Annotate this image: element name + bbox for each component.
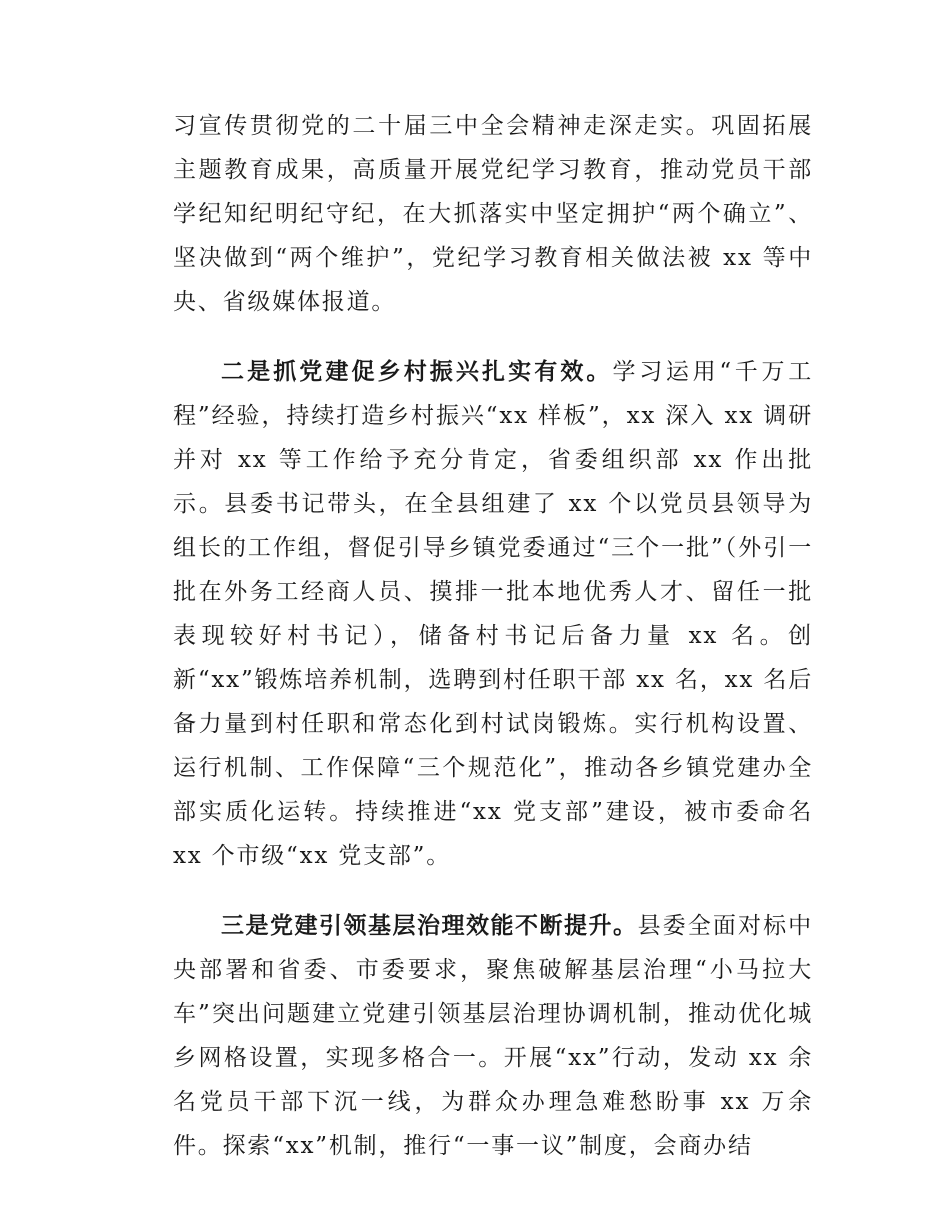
document-page <box>173 104 813 1168</box>
paragraph-heading: 二是抓党建促乡村振兴扎实有效。 <box>221 359 613 385</box>
paragraph-text: 习宣传贯彻党的二十届三中全会精神走深走实。巩固拓展主题教育成果，高质量开展党纪学习教育，推动党员干部学纪知纪明纪守纪，在大抓落实中坚定拥护“两个确立”、坚决做到“两个维护”，党纪学习教育相关做法被 xx 等中央、省级媒体报道。 <box>173 113 813 315</box>
paragraph-rural-revitalization <box>173 350 813 878</box>
paragraph-continuation <box>173 104 813 324</box>
paragraph-grassroots-governance <box>173 904 813 1168</box>
paragraph-text: 县委全面对标中央部署和省委、市委要求，聚焦破解基层治理“小马拉大车”突出问题建立党建引领基层治理协调机制，推动优化城乡网格设置，实现多格合一。开展“xx”行动，发动 xx 余名党员干部下沉一线，为群众办理急难愁盼事 xx 万余件。探索“xx”机制，推行“一事一议”制度，会商办结 <box>173 913 813 1159</box>
paragraph-text: 学习运用“千万工程”经验，持续打造乡村振兴“xx 样板”，xx 深入 xx 调研并对 xx 等工作给予充分肯定，省委组织部 xx 作出批示。县委书记带头，在全县组建了 xx 个以党员县领导为组长的工作组，督促引导乡镇党委通过“三个一批”（外引一批在外务工经商人员、摸排一批本地优秀人才、留任一批表现较好村书记），储备村书记后备力量 xx 名。创新“xx”锻炼培养机制，选聘到村任职干部 xx 名，xx 名后备力量到村任职和常态化到村试岗锻炼。实行机构设置、运行机制、工作保障“三个规范化”，推动各乡镇党建办全部实质化运转。持续推进“xx 党支部”建设，被市委命名 xx 个市级“xx 党支部”。 <box>173 359 813 869</box>
paragraph-heading: 三是党建引领基层治理效能不断提升。 <box>221 913 638 939</box>
